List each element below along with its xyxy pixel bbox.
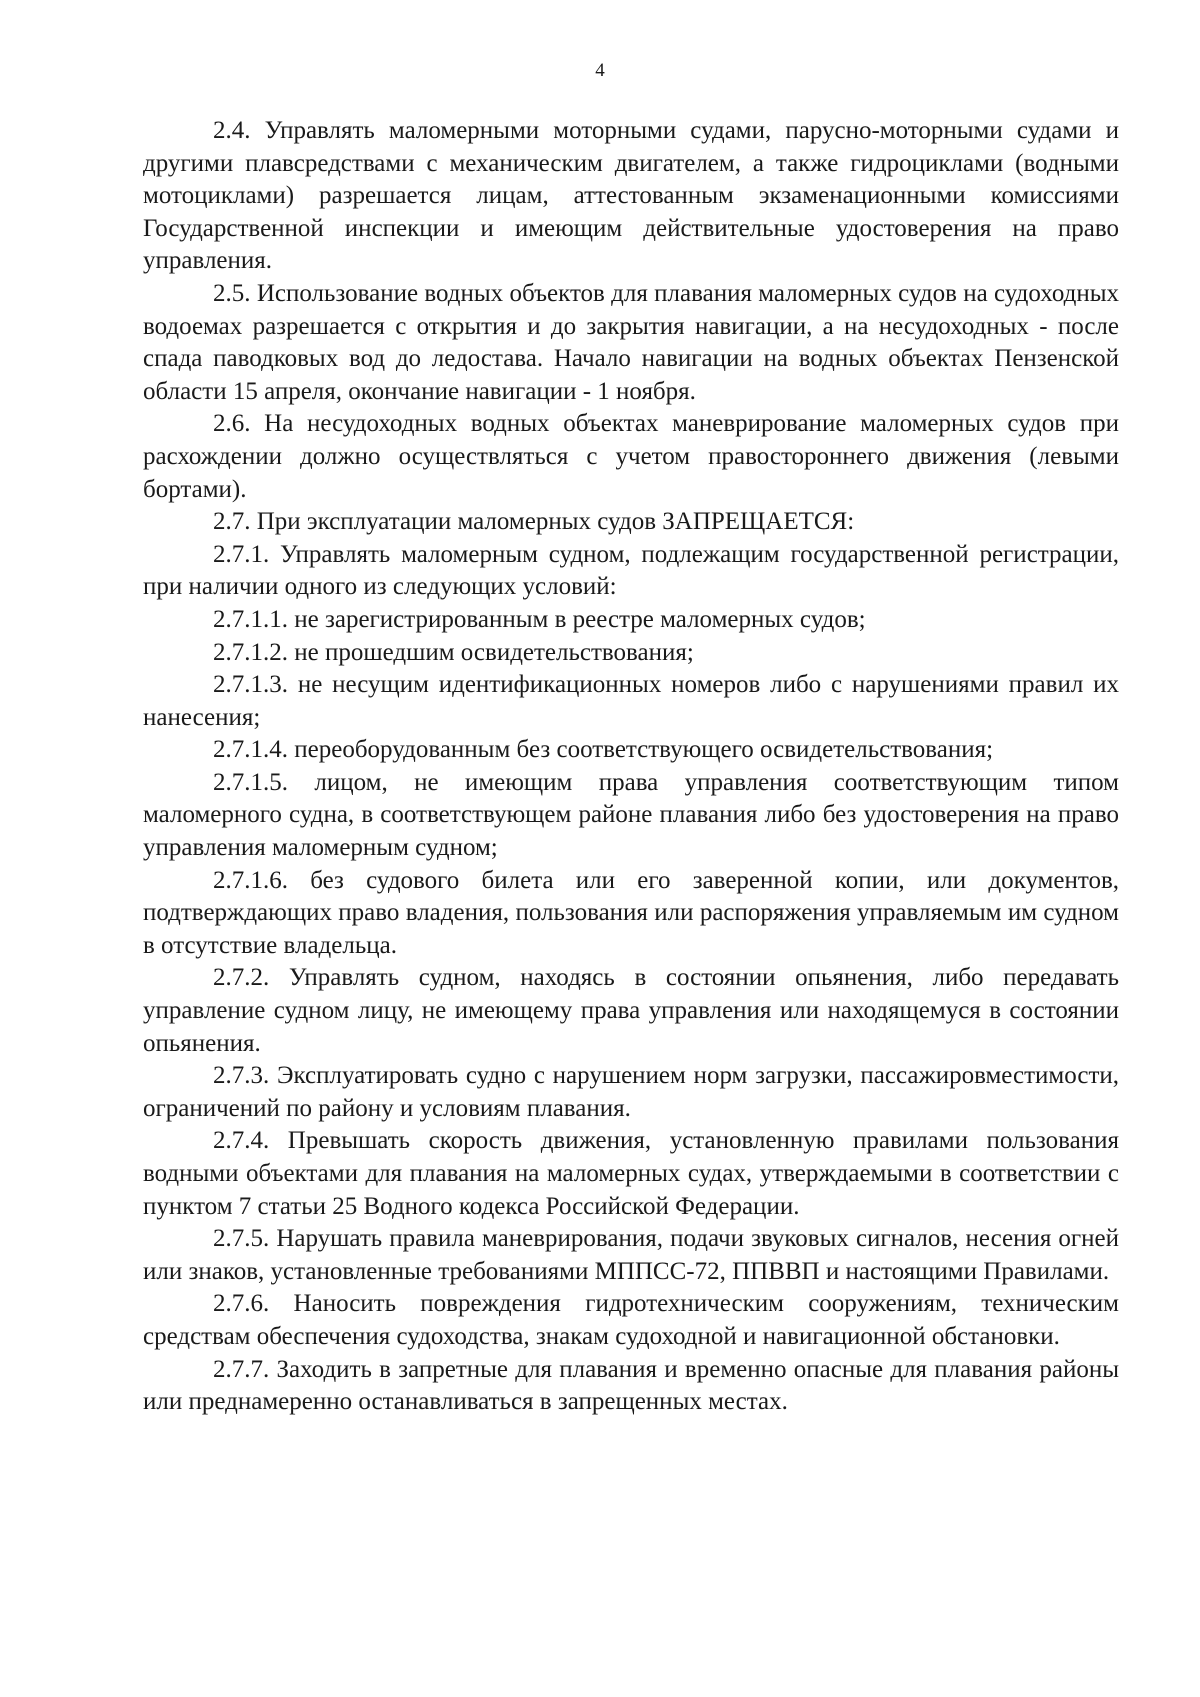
paragraph-2-7-1-2: 2.7.1.2. не прошедшим освидетельствования; [213,638,694,666]
page-number: 4 [595,60,605,81]
paragraph-2-7-1-1: 2.7.1.1. не зарегистрированным в реестре маломерных судов; [213,605,866,633]
paragraph-2-7-5: 2.7.5. Нарушать правила маневрирования, подачи звуковых сигналов, несения огней или знаков, установленные требованиями МППСС-72, ППВВП и настоящими Правилами. [143,1225,1119,1285]
paragraph-2-7-1: 2.7.1. Управлять маломерным судном, подлежащим государственной регистрации, при наличии одного из следующих условий: [143,540,1119,601]
paragraph-2-5: 2.5. Использование водных объектов для плавания маломерных судов на судоходных водоемах разрешается с открытия и до закрытия навигации, а на несудоходных - после спада паводковых вод до ледостава. Начало навигации на водных объектах Пензенской области 15 апреля, окончание навигации - 1 ноября. [143,279,1119,405]
paragraph-2-7-1-6: 2.7.1.6. без судового билета или его заверенной копии, или документов, подтверждающих право владения, пользования или распоряжения управляемым им судном в отсутствие владельца. [143,866,1119,959]
paragraph-2-7-6: 2.7.6. Наносить повреждения гидротехническим сооружениям, техническим средствам обеспечения судоходства, знакам судоходной и навигационной обстановки. [143,1290,1119,1350]
paragraph-2-7-2: 2.7.2. Управлять судном, находясь в состоянии опьянения, либо передавать управление судном лицу, не имеющему права управления или находящемуся в состоянии опьянения. [143,964,1119,1057]
paragraph-2-7-1-5: 2.7.1.5. лицом, не имеющим права управления соответствующим типом маломерного судна, в соответствующем районе плавания либо без удостоверения на право управления маломерным судном; [143,768,1119,862]
paragraph-2-7-7: 2.7.7. Заходить в запретные для плавания и временно опасные для плавания районы или преднамеренно останавливаться в запрещенных местах. [143,1355,1119,1416]
paragraph-2-7-4: 2.7.4. Превышать скорость движения, установленную правилами пользования водными объектами для плавания на маломерных судах, утверждаемыми в соответствии с пунктом 7 статьи 25 Водного кодекса Российской Федерации. [143,1127,1119,1220]
paragraph-2-7-1-3: 2.7.1.3. не несущим идентификационных номеров либо с нарушениями правил их нанесения; [143,671,1119,731]
paragraph-2-4: 2.4. Управлять маломерными моторными судами, парусно-моторными судами и другими плавсредствами с механическим двигателем, а также гидроциклами (водными мотоциклами) разрешается лицам, аттестованным экзаменационными комиссиями Государственной инспекции и имеющим действительные удостоверения на право управления. [143,117,1119,275]
paragraph-2-6: 2.6. На несудоходных водных объектах маневрирование маломерных судов при расхождении должно осуществляться с учетом правостороннего движения (левыми бортами). [143,410,1119,503]
paragraph-2-7: 2.7. При эксплуатации маломерных судов ЗАПРЕЩАЕТСЯ: [213,508,855,536]
paragraph-2-7-1-4: 2.7.1.4. переоборудованным без соответствующего освидетельствования; [213,736,994,764]
document-body [143,115,1119,1419]
paragraph-2-7-3: 2.7.3. Эксплуатировать судно с нарушением норм загрузки, пассажировместимости, ограничений по району и условиям плавания. [143,1062,1119,1122]
